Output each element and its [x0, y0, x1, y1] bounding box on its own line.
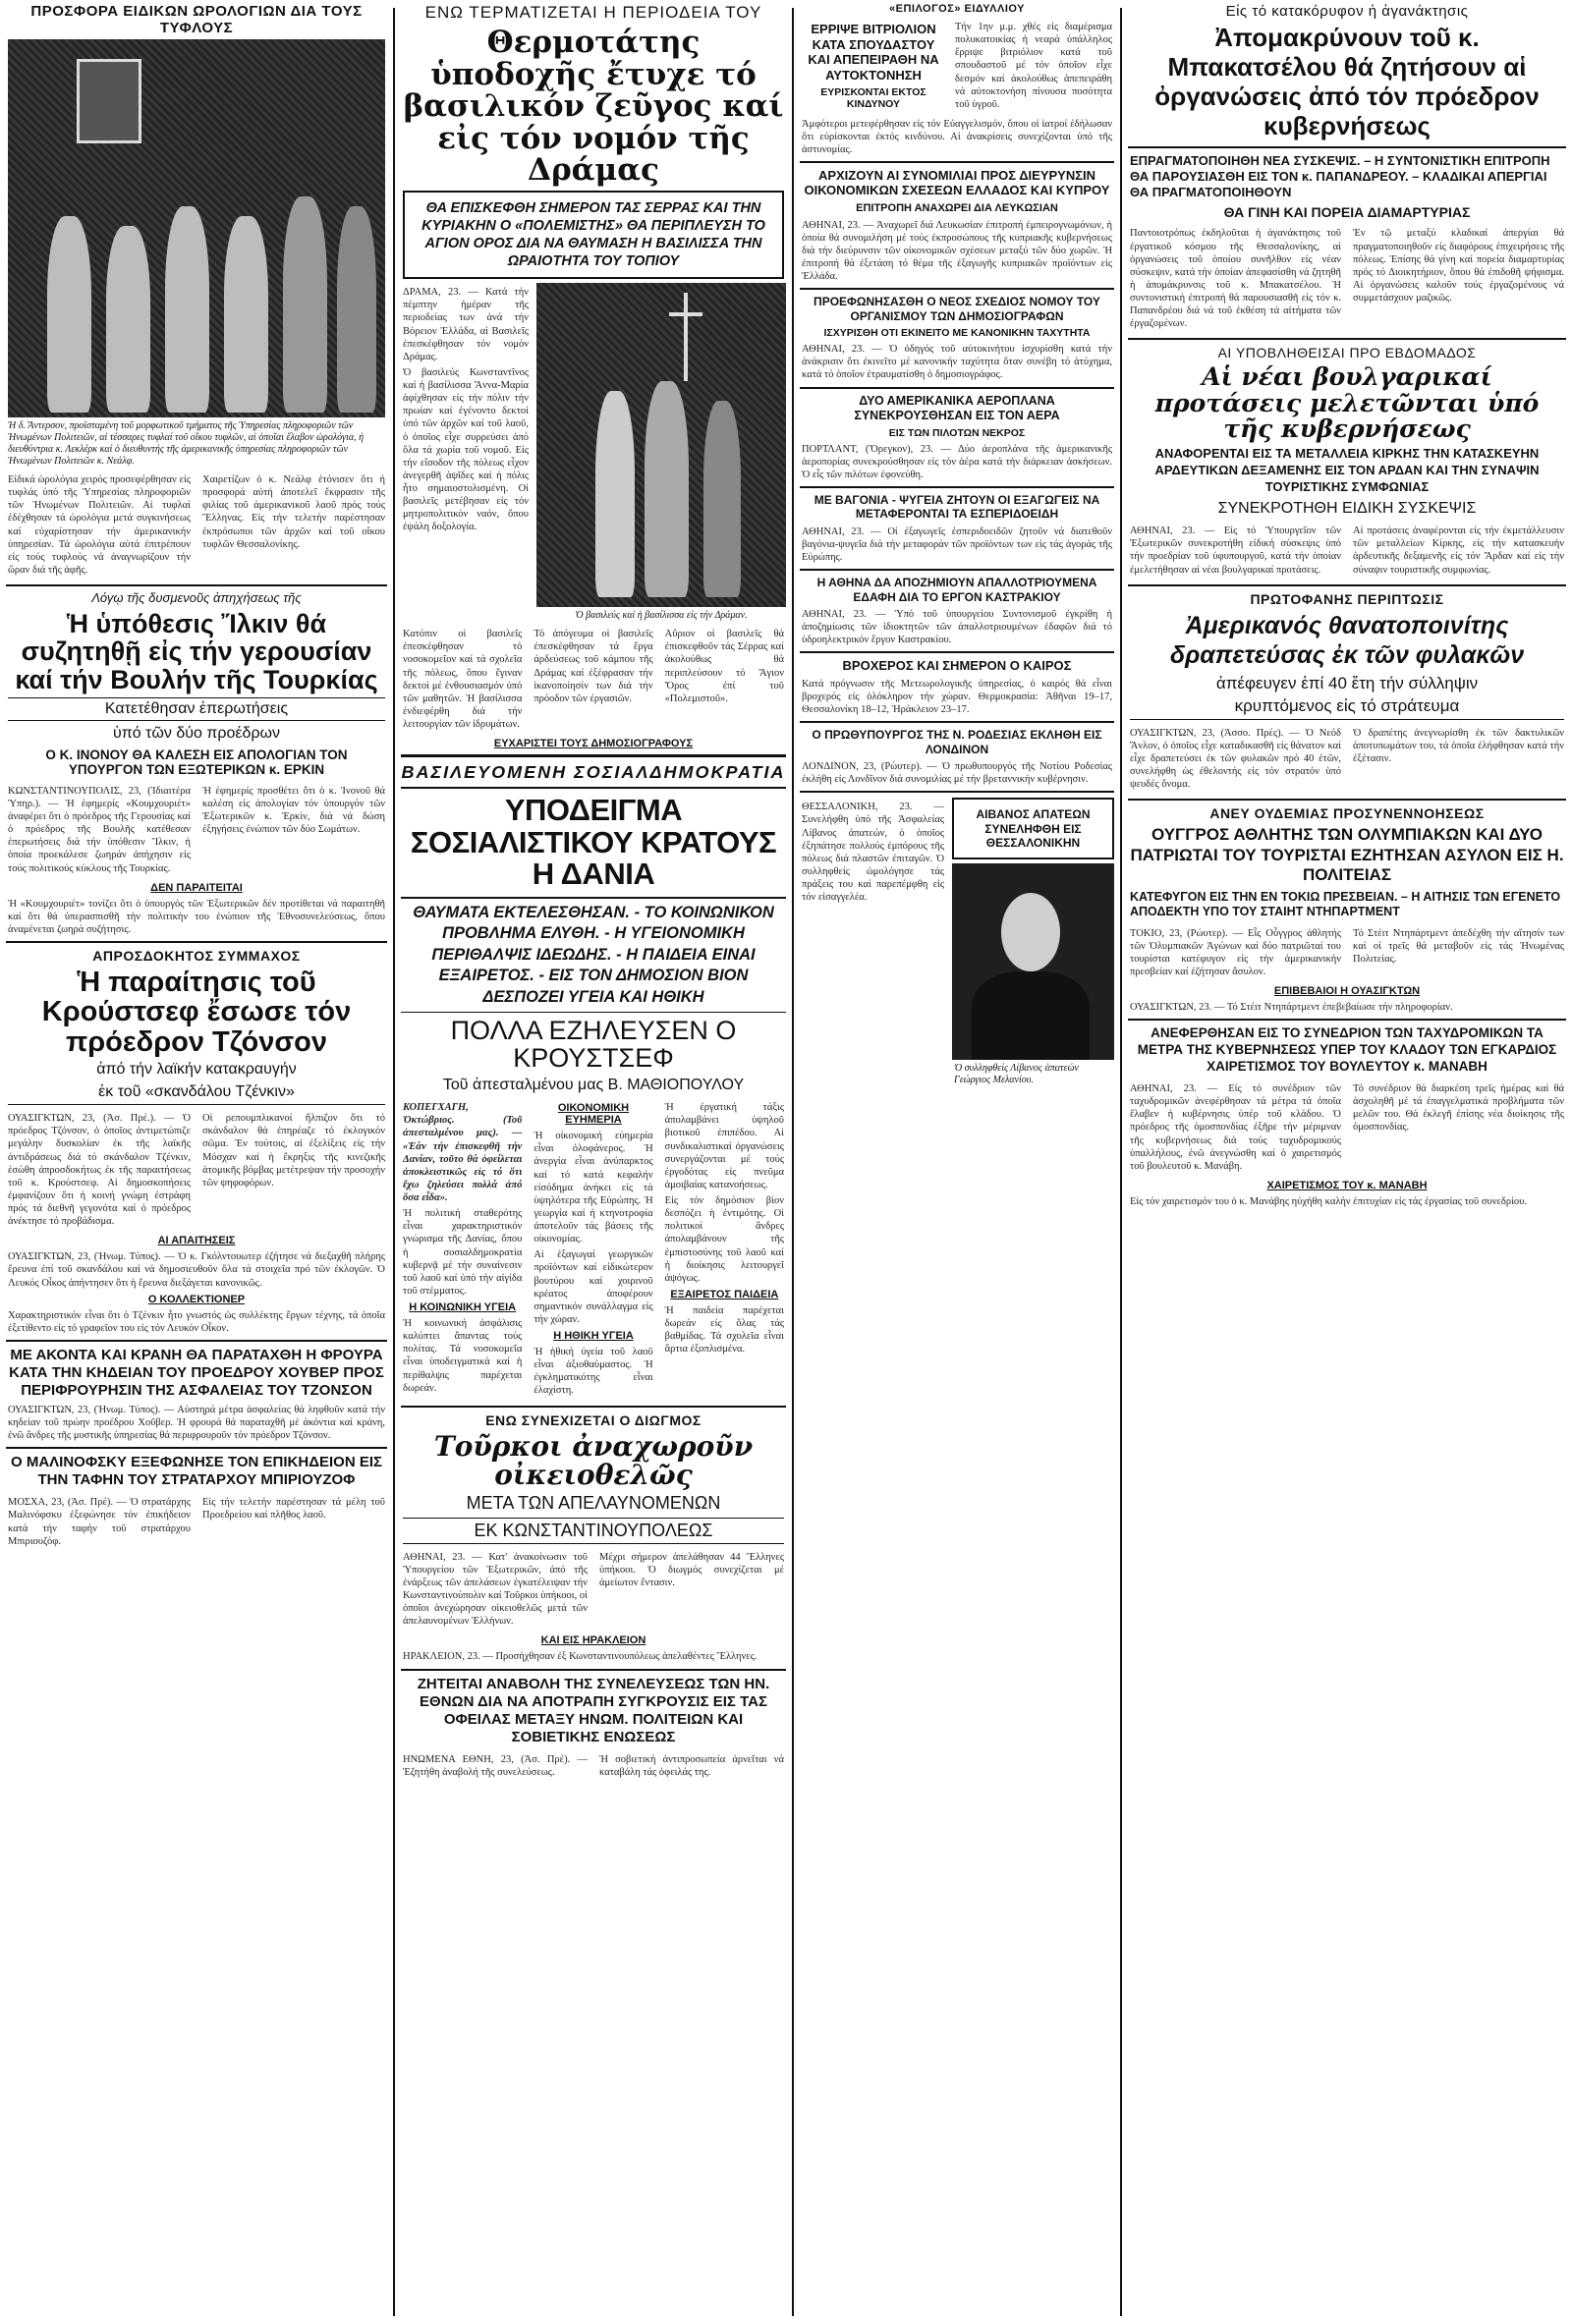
- section-label: ΕΠΙΒΕΒΑΙΟΙ Η ΟΥΑΣΙΓΚΤΩΝ: [1273, 985, 1421, 998]
- photo-caption: Ὁ βασιλεύς καί ἡ βασίλισσα εἰς τήν Δράμαν.: [575, 610, 748, 622]
- headline-turks-leave: Τοῦρκοι ἀναχωροῦν οἰκειοθελῶς: [433, 1429, 754, 1491]
- headline-malinovsky: Ο ΜΑΛΙΝΟΦΣΚΥ ΕΞΕΦΩΝΗΣΕ ΤΟΝ ΕΠΙΚΗΔΕΙΟΝ ΕΙΣ ΤΗΝ ΤΑΦΗΝ ΤΟΥ ΣΤΡΑΤΑΡΧΟΥ ΜΠΙΡΙΟΥΖΟΦ: [10, 1454, 383, 1489]
- photo-caption: Ἡ δ. Ἄντερσον, προϊσταμένη τοῦ μορφωτικοῦ τμήματος τῆς Ὑπηρεσίας πληροφοριῶν τῶν Ἡνωμένων Πολιτειῶν, αἱ τέσσαρες τυφλαί τοῦ οἴκου τυφλῶν, αἱ ὁποῖαι ἔλαβον ὡρολόγια, ἡ διευθύντρια κ. Λεκλέρκ καί ὁ διευθυντής τῆς ἀμερικανικῆς ὑπηρεσίας πληροφοριῶν τῶν Ἡνωμένων Πολιτειῶν κ. Νεάλφ.: [8, 420, 365, 467]
- headline-kastraki: Η ΑΘΗΝΑ ΔΑ ΑΠΟΖΗΜΙΟΥΝ ΑΠΑΛΛΟΤΡΙΟΥΜΕΝΑ ΕΔΑΦΗ ΔΙΑ ΤΟ ΕΡΓΟΝ ΚΑΣΤΡΑΚΙΟΥ: [816, 576, 1097, 604]
- column-3: «ΕΠΙΛΟΓΟΣ» ΕΙΔΥΛΛΙΟΥ ΕΡΡΙΨΕ ΒΙΤΡΙΟΛΙΟΝ ΚΑΤΑ ΣΠΟΥΔΑΣΤΟΥ ΚΑΙ ΑΠΕΠΕΙΡΑΘΗ ΝΑ ΑΥΤΟΚΤΟΝΗΣΗ ΕΥΡΙΣΚΟΝΤΑΙ ΕΚΤΟΣ ΚΙΝΔΥΝΟΥ Τήν 1ην μ.μ. χθές εἰς διαμέρισμα πολυκατοικίας ἡ νεαρά ὑπάλληλος ἔρριψε βιτριόλιον κατά τοῦ σπουδαστοῦ μέ τόν ὁποῖον εἶχε δεσμόν καί ἀκολούθως ἀπεπειράθη νά αὐτοκτονήση πίνουσα ποσότητα τοῦ ὑγροῦ. Ἀμφότεροι μετεφέρθησαν εἰς τόν Εὐαγγελισμόν, ὅπου οἱ ἰατροί ἐδήλωσαν ὅτι εὑρίσκονται ἐκτός κινδύνου. Αἱ ἀνακρίσεις συνεχίζονται ὑπό τῆς ἀστυνομίας. ΑΡΧΙΖΟΥΝ ΑΙ ΣΥΝΟΜΙΛΙΑΙ ΠΡΟΣ ΔΙΕΥΡΥΝΣΙΝ ΟΙΚΟΝΟΜΙΚΩΝ ΣΧΕΣΕΩΝ ΕΛΛΑΔΟΣ ΚΑΙ ΚΥΠΡΟΥ ΕΠΙΤΡΟΠΗ ΑΝΑΧΩΡΕΙ ΔΙΑ ΛΕΥΚΩΣΙΑΝ ΑΘΗΝΑΙ, 23. — Ἀναχωρεῖ διά Λευκωσίαν ἐπιτροπή ἐμπειρογνωμόνων, ἡ ὁποία θά συνομιλήση μέ τούς ἐκπροσώπους τῆς κυπριακῆς κυβερνήσεως διά τήν διεύρυνσιν τῶν οἰκονομικῶν σχέσεων μεταξύ τῶν δύο χωρῶν. Ἡ ἐπιτροπή θά ἐξετάση τό θέμα τῆς ἐξαγωγῆς κυπριακῶν προϊόντων εἰς Ἑλλάδα. ΠΡΟΕΦΩΝΗΣΑΣΘΗ Ο ΝΕΟΣ ΣΧΕΔΙΟΣ ΝΟΜΟΥ ΤΟΥ ΟΡΓΑΝΙΣΜΟΥ ΤΩΝ ΔΗΜΟΣΙΟΓΡΑΦΩΝ ΙΣΧΥΡΙΣΘΗ ΟΤΙ ΕΚΙΝΕΙΤΟ ΜΕ ΚΑΝΟΝΙΚΗΝ ΤΑΧΥΤΗΤΑ ΑΘΗΝΑΙ, 23. — Ὁ ὁδηγός τοῦ αὐτοκινήτου ἰσχυρίσθη κατά τήν ἀνάκρισιν ὅτι ἐκινεῖτο μέ κανονικήν ταχύτητα ὅταν συνέβη τό ἀτύχημα, κατά τό ὁποῖον ἐτραυματίσθη ὁ δημοσιογράφος. ΔΥΟ ΑΜΕΡΙΚΑΝΙΚΑ ΑΕΡΟΠΛΑΝΑ ΣΥΝΕΚΡΟΥΣΘΗΣΑΝ ΕΙΣ ΤΟΝ ΑΕΡΑ ΕΙΣ ΤΩΝ ΠΙΛΟΤΩΝ ΝΕΚΡΟΣ ΠΟΡΤΛΑΝΤ, (Ὄρεγκον), 23. — Δύο ἀεροπλάνα τῆς ἀμερικανικῆς ἀεροπορίας συνεκρούσθησαν εἰς τόν ἀέρα κατά τήν διάρκειαν ἀσκήσεων. Ὁ εἷς τῶν πιλότων ἐφονεύθη. ΜΕ ΒΑΓΟΝΙΑ - ΨΥΓΕΙΑ ΖΗΤΟΥΝ ΟΙ ΕΞΑΓΩΓΕΙΣ ΝΑ ΜΕΤΑΦΕΡΟΝΤΑΙ ΤΑ ΕΣΠΕΡΙΔΟΕΙΔΗ ΑΘΗΝΑΙ, 23. — Οἱ ἐξαγωγεῖς ἐσπεριδοειδῶν ζητοῦν νά διατεθοῦν βαγόνια-ψυγεῖα διά τήν μεταφοράν τῶν προϊόντων των εἰς τάς ἀγοράς τῆς Εὐρώπης. Η ΑΘΗΝΑ ΔΑ ΑΠΟΖΗΜΙΟΥΝ ΑΠΑΛΛΟΤΡΙΟΥΜΕΝΑ ΕΔΑΦΗ ΔΙΑ ΤΟ ΕΡΓΟΝ ΚΑΣΤΡΑΚΙΟΥ ΑΘΗΝΑΙ, 23. — Ὑπό τοῦ ὑπουργείου Συντονισμοῦ ἐγκρίθη ἡ ἀποζημίωσις τῶν ἰδιοκτητῶν τῶν ἀπαλλοτριουμένων ἐδαφῶν διά τό ὑδροηλεκτρικόν ἔργον Καστρακίου. ΒΡΟΧΕΡΟΣ ΚΑΙ ΣΗΜΕΡΟΝ Ο ΚΑΙΡΟΣ Κατά πρόγνωσιν τῆς Μετεωρολογικῆς ὑπηρεσίας, ὁ καιρός θά εἶναι βροχερός εἰς ὁλόκληρον τήν χώραν. Θερμοκρασία: Ἀθῆναι 19–17, Θεσσαλονίκη 18–12, Ἡράκλειον 23–17. Ο ΠΡΩΘΥΠΟΥΡΓΟΣ ΤΗΣ Ν. ΡΟΔΕΣΙΑΣ ΕΚΛΗΘΗ ΕΙΣ ΛΟΝΔΙΝΟΝ ΛΟΝΔΙΝΟΝ, 23, (Ρώυτερ). — Ὁ πρωθυπουργός τῆς Νοτίου Ροδεσίας ἐκλήθη εἰς Λονδῖνον διά συνομιλίας μέ τήν βρεταννικήν κυβέρνησιν. ΘΕΣΣΑΛΟΝΙΚΗ, 23. — Συνελήφθη ὑπό τῆς Ἀσφαλείας Λίβανος ἀπατεών, ὁ ὁποῖος ἐξηπάτησε πολλούς ἐμπόρους τῆς πόλεως διά πλαστῶν ἐπιταγῶν. Ὁ συλληφθείς ὡμολόγησε τάς πράξεις του καί παρεπέμφθη εἰς τόν εἰσαγγελέα. ΑΙΒΑΝΟΣ ΑΠΑΤΕΩΝ ΣΥΝΕΛΗΦΘΗ ΕΙΣ ΘΕΣΣΑΛΟΝΙΚΗΝ Ὁ συλληφθείς Λίβανος ἀπατεών Γεώργιος Μελανίου.: [802, 3, 1112, 1086]
- photo-suspect: [952, 863, 1114, 1060]
- section-label: ΑΙ ΑΠΑΙΤΗΣΕΙΣ: [157, 1235, 236, 1247]
- photo-caption: Ὁ συλληφθείς Λίβανος ἀπατεών Γεώργιος Μελανίου.: [954, 1063, 1079, 1086]
- section-label: Η ΚΟΙΝΩΝΙΚΗ ΥΓΕΙΑ: [409, 1301, 517, 1314]
- headline-lebanese-fraud: ΑΙΒΑΝΟΣ ΑΠΑΤΕΩΝ ΣΥΝΕΛΗΦΘΗ ΕΙΣ ΘΕΣΣΑΛΟΝΙΚΗΝ: [976, 807, 1091, 851]
- subheadline: ΘΑ ΓΙΝΗ ΚΑΙ ΠΟΡΕΙΑ ΔΙΑΜΑΡΤΥΡΙΑΣ: [1223, 204, 1471, 221]
- subheadline: ΣΥΝΕΚΡΟΤΗΘΗ ΕΙΔΙΚΗ ΣΥΣΚΕΨΙΣ: [1217, 499, 1477, 517]
- subheadline: ΕΠΡΑΓΜΑΤΟΠΟΙΗΘΗ ΝΕΑ ΣΥΣΚΕΨΙΣ. – Η ΣΥΝΤΟΝΙΣΤΙΚΗ ΕΠΙΤΡΟΠΗ ΘΑ ΠΑΡΟΥΣΙΑΣΘΗ ΕΙΣ ΤΟΝ κ. ΠΑΠΑΝΔΡΕΟΥ. – ΚΛΑΔΙΚΑΙ ΑΠΕΡΓΙΑΙ ΘΑ ΠΡΑΓΜΑΤΟΠΟΙΗΘΟΥΝ: [1130, 152, 1550, 200]
- article-kicker: «ΕΠΙΛΟΓΟΣ» ΕΙΔΥΛΛΙΟΥ: [889, 3, 1025, 15]
- subheadline: ἀπό τήν λαϊκήν κατακραυγήν: [96, 1061, 297, 1079]
- section-label: ΚΑΙ ΕΙΣ ΗΡΑΚΛΕΙΟΝ: [540, 1634, 646, 1647]
- subheadline: ΑΝΑΦΟΡΕΝΤΑΙ ΕΙΣ ΤΑ ΜΕΤΑΛΛΕΙΑ ΚΙΡΚΗΣ ΤΗΝ ΚΑΤΑΣΚΕΥΗΝ ΑΡΔΕΥΤΙΚΩΝ ΔΕΞΑΜΕΝΗΣ ΕΙΣ ΤΟΝ ΑΡΔΑΝ ΚΑΙ ΤΗΝ ΣΥΝΑΨΙΝ ΤΟΥΡΙΣΤΙΚΗΣ ΣΥΜΦΩΝΙΑΣ: [1154, 446, 1540, 494]
- headline-planes-collide: ΔΥΟ ΑΜΕΡΙΚΑΝΙΚΑ ΑΕΡΟΠΛΑΝΑ ΣΥΝΕΚΡΟΥΣΘΗΣΑΝ ΕΙΣ ΤΟΝ ΑΕΡΑ: [854, 393, 1060, 422]
- headline-hungarian-athlete: ΟΥΓΓΡΟΣ ΑΘΛΗΤΗΣ ΤΩΝ ΟΛΥΜΠΙΑΚΩΝ ΚΑΙ ΔΥΟ ΠΑΤΡΙΩΤΑΙ ΤΟΥ ΤΟΥΡΙΣΤΑΙ ΕΖΗΤΗΣΑΝ ΑΣΥΛΟΝ ΕΙΣ Η. ΠΟΛΙΤΕΙΑΣ: [1130, 825, 1564, 885]
- headline-death-row: Ἀμερικανός θανατοποινίτης δραπετεύσας ἐκ τῶν φυλακῶν: [1169, 611, 1525, 669]
- headline-vitriol: ΕΡΡΙΨΕ ΒΙΤΡΙΟΛΙΟΝ ΚΑΤΑ ΣΠΟΥΔΑΣΤΟΥ ΚΑΙ ΑΠΕΠΕΙΡΑΘΗ ΝΑ ΑΥΤΟΚΤΟΝΗΣΗ: [808, 22, 939, 83]
- headline-hoover-funeral: ΜΕ ΑΚΟΝΤΑ ΚΑΙ ΚΡΑΝΗ ΘΑ ΠΑΡΑΤΑΧΘΗ Η ΦΡΟΥΡΑ ΚΑΤΑ ΤΗΝ ΚΗΔΕΙΑΝ ΤΟΥ ΠΡΟΕΔΡΟΥ ΧΟΥΒΕΡ ΠΡΟΣ ΠΕΡΙΦΡΟΥΡΗΣΙΝ ΤΗΣ ΑΣΦΑΛΕΙΑΣ ΤΟΥ ΤΖΟΝΣΟΝ: [9, 1346, 384, 1399]
- column-2: ΕΝΩ ΤΕΡΜΑΤΙΖΕΤΑΙ Η ΠΕΡΙΟΔΕΙΑ ΤΟΥ Θερμοτάτης ὑποδοχῆς ἔτυχε τό βασιλικόν ζεῦγος καί εἰς τόν νομόν τῆς Δράμας ΘΑ ΕΠΙΣΚΕΦΘΗ ΣΗΜΕΡΟΝ ΤΑΣ ΣΕΡΡΑΣ ΚΑΙ ΤΗΝ ΚΥΡΙΑΚΗΝ Ο «ΠΟΛΕΜΙΣΤΗΣ» ΘΑ ΠΕΡΙΠΛΕΥΣΗ ΤΟ ΑΓΙΟΝ ΟΡΟΣ ΔΙΑ ΝΑ ΘΑΥΜΑΣΗ Η ΒΑΣΙΛΙΣΣΑ ΤΗΝ ΩΡΑΙΟΤΗΤΑ ΤΟΥ ΤΟΠΙΟΥ ΔΡΑΜΑ, 23. — Κατά τήν πέμπτην ἡμέραν τῆς περιοδείας των ἀνά τήν Βόρειον Ἑλλάδα, αἱ Βασιλεῖς ἐπεσκέφθησαν τόν νομόν Δράμας. Ὁ βασιλεύς Κωνσταντῖνος καί ἡ βασίλισσα Ἄννα-Μαρία ἀφίχθησαν εἰς τήν πόλιν τήν πρωίαν καί ἐγένοντο δεκτοί ὑπό τῶν ἀρχῶν καί τοῦ λαοῦ, ὁ ὁποῖος εἶχε συρρεύσει ἀπό ὅλα τά χωρία τοῦ νομοῦ. Εἰς τήν εἴσοδον τῆς πόλεως εἶχον ἀνεγερθῆ ἁψῖδες καί ἡ πόλις ἦτο σημαιοστολισμένη. Οἱ βασιλεῖς μετέβησαν εἰς τόν μητροπολιτικόν ναόν, ὅπου ἐψάλη δοξολογία. Ὁ βασιλεύς καί ἡ βασίλισσα εἰς τήν Δράμαν. Κατόπιν οἱ βασιλεῖς ἐπεσκέφθησαν τό νοσοκομεῖον καί τά σχολεῖα τῆς πόλεως, ὅπου ἔγιναν δεκτοί μέ ἐνθουσιασμόν ὑπό τῶν μαθητῶν. Ἡ βασίλισσα ἐνδιεφέρθη διά τήν λειτουργίαν τῶν ἱδρυμάτων. Τό ἀπόγευμα οἱ βασιλεῖς ἐπεσκέφθησαν τά ἔργα ἀρδεύσεως τοῦ κάμπου τῆς Δράμας καί ἐξέφρασαν τήν ἱκανοποίησίν των διά τήν πρόοδον τῶν ἐργασιῶν. Αὔριον οἱ βασιλεῖς θά ἐπισκεφθοῦν τάς Σέρρας καί ἀκολούθως θά περιπλεύσουν τό Ἅγιον Ὄρος ἐπί τοῦ «Πολεμιστοῦ». ΕΥΧΑΡΙΣΤΕΙ ΤΟΥΣ ΔΗΜΟΣΙΟΓΡΑΦΟΥΣ ΒΑΣΙΛΕΥΟΜΕΝΗ ΣΟΣΙΑΛΔΗΜΟΚΡΑΤΙΑ ΥΠΟΔΕΙΓΜΑ ΣΟΣΙΑΛΙΣΤΙΚΟΥ ΚΡΑΤΟΥΣ Η ΔΑΝΙΑ ΘΑΥΜΑΤΑ ΕΚΤΕΛΕΣΘΗΣΑΝ. - ΤΟ ΚΟΙΝΩΝΙΚΟΝ ΠΡΟΒΛΗΜΑ ΕΛΥΘΗ. - Η ΥΓΕΙΟΝΟΜΙΚΗ ΠΕΡΙΘΑΛΨΙΣ ΙΔΕΩΔΗΣ. - Η ΠΑΙΔΕΙΑ ΕΙΝΑΙ ΕΞΑΙΡΕΤΟΣ. - ΕΙΣ ΤΟΝ ΔΗΜΟΣΙΟΝ ΒΙΟΝ ΔΕΣΠΟΖΕΙ ΥΓΕΙΑ ΚΑΙ ΗΘΙΚΗ ΠΟΛΛΑ ΕΖΗΛΕΥΣΕΝ Ο ΚΡΟΥΣΤΣΕΦ Τοῦ ἀπεσταλμένου μας Β. ΜΑΘΙΟΠΟΥΛΟΥ ΚΟΠΕΓΧΑΓΗ, Ὀκτώβριος. (Τοῦ ἀπεσταλμένου μας). — «Ἐάν τήν ἐπισκεφθῆ τήν Δανίαν, τοῦτο θά ὀφείλεται ἀποκλειστικῶς εἰς τό ὅτι ἔχω ζηλεύσει πολλά ἀπό ὅσα εἶδα». Ἡ πολιτική σταθερότης εἶναι χαρακτηριστικόν γνώρισμα τῆς Δανίας, ὅπου ἡ σοσιαλδημοκρατία κυβερνᾷ μέ τήν συναίνεσιν τοῦ λαοῦ καί ὑπό τήν αἰγίδα τοῦ στέμματος. Η ΚΟΙΝΩΝΙΚΗ ΥΓΕΙΑ Ἡ κοινωνική ἀσφάλισις καλύπτει ἅπαντας τούς πολίτας. Τά νοσοκομεῖα εἶναι ὑποδειγματικά καί ἡ περίθαλψις παρέχεται δωρεάν. ΟΙΚΟΝΟΜΙΚΗ ΕΥΗΜΕΡΙΑ Ἡ οἰκονομική εὐημερία εἶναι ὁλοφάνερος. Ἡ ἀνεργία εἶναι ἀνύπαρκτος καί τό κατά κεφαλήν εἰσόδημα ἀνήκει εἰς τά ὑψηλότερα τῆς Εὐρώπης. Ἡ γεωργία καί ἡ κτηνοτροφία ἀποτελοῦν τάς βάσεις τῆς οἰκονομίας. Αἱ ἐξαγωγαί γεωργικῶν προϊόντων καί εἰδικώτερον βουτύρου καί χοιρινοῦ κρέατος ἀποφέρουν σημαντικόν συνάλλαγμα εἰς τήν χώραν. Η ΗΘΙΚΗ ΥΓΕΙΑ Ἡ ἠθική ὑγεία τοῦ λαοῦ εἶναι ἀξιοθαύμαστος. Ἡ ἐγκληματικότης εἶναι ἐλαχίστη. Ἡ ἐργατική τάξις ἀπολαμβάνει ὑψηλοῦ βιοτικοῦ ἐπιπέδου. Αἱ συνδικαλιστικαί ὀργανώσεις συνεργάζονται μέ τούς ἐργοδότας εἰς πνεῦμα ἀμοιβαίας κατανοήσεως. Εἰς τόν δημόσιον βίον δεσπόζει ἡ ἐντιμότης. Οἱ πολιτικοί ἄνδρες ἀπολαμβάνουν τῆς ἐμπιστοσύνης τοῦ λαοῦ καί ἡ διοίκησις λειτουργεῖ ἀψόγως. ΕΞΑΙΡΕΤΟΣ ΠΑΙΔΕΙΑ Ἡ παιδεία παρέχεται δωρεάν εἰς ὅλας τάς βαθμίδας. Τά σχολεῖα εἶναι ἄρτια ἐξοπλισμένα. ΕΝΩ ΣΥΝΕΧΙΖΕΤΑΙ Ο ΔΙΩΓΜΟΣ Τοῦρκοι ἀναχωροῦν οἰκειοθελῶς ΜΕΤΑ ΤΩΝ ΑΠΕΛΑΥΝΟΜΕΝΩΝ ΕΚ ΚΩΝΣΤΑΝΤΙΝΟΥΠΟΛΕΩΣ ΑΘΗΝΑΙ, 23. — Κατ' ἀνακοίνωσιν τοῦ Ὑπουργείου τῶν Ἐξωτερικῶν, ἀπό τῆς ἐνάρξεως τῶν ἀπελάσεων ἐγκατέλειψαν τήν Κωνσταντινούπολιν καί Τοῦρκοι ὑπήκοοι, οἱ ὁποῖοι ἀνεχώρησαν οἰκειοθελῶς μετά τῶν ἀπελαυνομένων Ἑλλήνων. Μέχρι σήμερον ἀπελάθησαν 44 Ἕλληνες ὑπήκοοι. Ὁ διωγμός συνεχίζεται μέ ἀμείωτον ἔντασιν. ΚΑΙ ΕΙΣ ΗΡΑΚΛΕΙΟΝ ΗΡΑΚΛΕΙΟΝ, 23. — Προσήχθησαν ἐξ Κωνσταντινουπόλεως ἀπελαθέντες Ἕλληνες. ΖΗΤΕΙΤΑΙ ΑΝΑΒΟΛΗ ΤΗΣ ΣΥΝΕΛΕΥΣΕΩΣ ΤΩΝ ΗΝ. ΕΘΝΩΝ ΔΙΑ ΝΑ ΑΠΟΤΡΑΠΗ ΣΥΓΚΡΟΥΣΙΣ ΕΙΣ ΤΑΣ ΟΦΕΙΛΑΣ ΜΕΤΑΞΥ ΗΝΩΜ. ΠΟΛΙΤΕΙΩΝ ΚΑΙ ΣΟΒΙΕΤΙΚΗΣ ΕΝΩΣΕΩΣ ΗΝΩΜΕΝΑ ΕΘΝΗ, 23, (Ἀσ. Πρέ). — Ἐζητήθη ἀναβολή τῆς συνελεύσεως. Ἡ σοβιετική ἀντιπροσωπεία ἀρνεῖται νά καταβάλη τάς ὀφειλάς της.: [401, 3, 786, 1778]
- column-1: ΠΡΟΣΦΟΡΑ ΕΙΔΙΚΩΝ ΩΡΟΛΟΓΙΩΝ ΔΙΑ ΤΟΥΣ ΤΥΦΛΟΥΣ Ἡ δ. Ἄντερσον, προϊσταμένη τοῦ μορφωτικοῦ τμήματος τῆς Ὑπηρεσίας πληροφοριῶν τῶν Ἡνωμένων Πολιτειῶν, αἱ τέσσαρες τυφλαί τοῦ οἴκου τυφλῶν, αἱ ὁποῖαι ἔλαβον ὡρολόγια, ἡ διευθύντρια κ. Λεκλέρκ καί ὁ διευθυντής τῆς ἀμερικανικῆς ὑπηρεσίας πληροφοριῶν τῶν Ἡνωμένων Πολιτειῶν κ. Νεάλφ. Εἰδικά ὡρολόγια χειρός προσεφέρθησαν εἰς τυφλάς ὑπό τῆς Ὑπηρεσίας πληροφοριῶν τῶν Ἡνωμένων Πολιτειῶν. Αἱ τυφλαί ἐδέχθησαν τά ὡρολόγια μετά συγκινήσεως καί εὐχαρίστησαν τήν ἀμερικανικήν ὑπηρεσίαν. Τά ὡρολόγια αὐτά ἐπιτρέπουν εἰς τούς τυφλούς νά ἀναγνωρίζουν τήν ὥραν διά τῆς ἀφῆς. Χαιρετίζων ὁ κ. Νεάλφ ἐτόνισεν ὅτι ἡ προσφορά αὐτή ἀποτελεῖ ἔκφρασιν τῆς φιλίας τοῦ ἀμερικανικοῦ λαοῦ πρός τούς Ἕλληνας. Εἰς τήν τελετήν παρέστησαν ἐκπρόσωποι τῶν ἀρχῶν καί τοῦ οἴκου τυφλῶν Θεσσαλονίκης. Λόγῳ τῆς δυσμενοῦς ἀπηχήσεως τῆς Ἡ ὑπόθεσις Ἴλκιν θά συζητηθῇ εἰς τήν γερουσίαν καί τήν Βουλήν τῆς Τουρκίας Κατετέθησαν ἐπερωτήσεις ὑπό τῶν δύο προέδρων Ο Κ. ΙΝΟΝΟΥ ΘΑ ΚΑΛΕΣΗ ΕΙΣ ΑΠΟΛΟΓΙΑΝ ΤΟΝ ΥΠΟΥΡΓΟΝ ΤΩΝ ΕΞΩΤΕΡΙΚΩΝ κ. ΕΡΚΙΝ ΚΩΝΣΤΑΝΤΙΝΟΥΠΟΛΙΣ, 23, (Ἰδιαιτέρα Ὑπηρ.). — Ἡ ἐφημερίς «Κουμχουριέτ» ἀναφέρει ὅτι ὁ πρόεδρος τῆς Γερουσίας καί ὁ πρόεδρος τῆς Βουλῆς κατέθεσαν ἐπερωτήσεις διά τήν ὑπόθεσιν Ἴλκιν, ἡ ὁποία προεκάλεσε ζωηράν ἀπήχησιν εἰς τούς πολιτικούς κύκλους τῆς Τουρκίας. Ἡ ἐφημερίς προσθέτει ὅτι ὁ κ. Ἰνονοῦ θά καλέση εἰς ἀπολογίαν τόν ὑπουργόν τῶν Ἐξωτερικῶν κ. Ἐρκίν, διά νά δώση ἐξηγήσεις ἐνώπιον τῶν δύο Σωμάτων. ΔΕΝ ΠΑΡΑΙΤΕΙΤΑΙ Ἡ «Κουμχουριέτ» τονίζει ὅτι ὁ ὑπουργός τῶν Ἐξωτερικῶν δέν προτίθεται νά παραιτηθῆ καί ὅτι θά ὑπερασπισθῆ τήν πολιτικήν του ἐνώπιον τῆς Ἐθνοσυνελεύσεως, ὅπου ἀναμένεται ζωηρά συζήτησις. ΑΠΡΟΣΔΟΚΗΤΟΣ ΣΥΜΜΑΧΟΣ Ἡ παραίτησις τοῦ Κρούστσεφ ἔσωσε τόν πρόεδρον Τζόνσον ἀπό τήν λαϊκήν κατακραυγήν ἐκ τοῦ «σκανδάλου Τζένκιν» ΟΥΑΣΙΓΚΤΩΝ, 23, (Ἀσ. Πρέ.). — Ὁ πρόεδρος Τζόνσον, ὁ ὁποῖος ἀντιμετώπιζε μεγάλην δυσκολίαν ἐκ τῆς λαϊκῆς ἀντιδράσεως διά τό σκάνδαλον Τζένκιν, ἐσώθη ἀπροσδοκήτως ἐκ τῆς παραιτήσεως τοῦ κ. Κρούστσεφ. Αἱ δημοσκοπήσεις ἐμφανίζουν ὅτι ἡ κοινή γνώμη ἐστράφη πρός τά διεθνῆ γεγονότα καί ὁ πρόεδρος ἀνέκτησε τό προβάδισμα. Οἱ ρεπουμπλικανοί ἤλπιζον ὅτι τό σκάνδαλον θά ἐπηρέαζε τό ἐκλογικόν σῶμα. Ἐν τούτοις, αἱ ἐξελίξεις εἰς τήν Μόσχαν καί ἡ ἔκρηξις τῆς κινεζικῆς ἀτομικῆς βόμβας μετέτρεψαν τήν προσοχήν τῶν ψηφοφόρων. ΑΙ ΑΠΑΙΤΗΣΕΙΣ ΟΥΑΣΙΓΚΤΩΝ, 23, (Ἡνωμ. Τύπος). — Ὁ κ. Γκόλντουωτερ ἐζήτησε νά διεξαχθῆ πλήρης ἔρευνα ἐπί τοῦ σκανδάλου καί νά δημοσιευθοῦν ὅλα τά στοιχεῖα πρό τῶν ἐκλογῶν. Ὁ Λευκός Οἶκος ἀπήντησεν ὅτι ἡ ἔρευνα διεξάγεται κανονικῶς. Ο ΚΟΛΛΕΚΤΙΟΝΕΡ Χαρακτηριστικόν εἶναι ὅτι ὁ Τζένκιν ἦτο γνωστός ὡς συλλέκτης ἔργων τέχνης, τά ὁποῖα ἐξετίθεντο εἰς τό γραφεῖον του εἰς τόν Λευκόν Οἶκον. ΜΕ ΑΚΟΝΤΑ ΚΑΙ ΚΡΑΝΗ ΘΑ ΠΑΡΑΤΑΧΘΗ Η ΦΡΟΥΡΑ ΚΑΤΑ ΤΗΝ ΚΗΔΕΙΑΝ ΤΟΥ ΠΡΟΕΔΡΟΥ ΧΟΥΒΕΡ ΠΡΟΣ ΠΕΡΙΦΡΟΥΡΗΣΙΝ ΤΗΣ ΑΣΦΑΛΕΙΑΣ ΤΟΥ ΤΖΟΝΣΟΝ ΟΥΑΣΙΓΚΤΩΝ, 23, (Ἡνωμ. Τύπος). — Αὐστηρά μέτρα ἀσφαλείας θά ληφθοῦν κατά τήν κηδείαν τοῦ πρώην προέδρου Χοῦβερ. Ἡ φρουρά θά παραταχθῆ μέ ἀκόντια καί κράνη, ἐνῶ ἄνδρες τῆς μυστικῆς ὑπηρεσίας θά περιφρουροῦν τόν πρόεδρον Τζόνσον. Ο ΜΑΛΙΝΟΦΣΚΥ ΕΞΕΦΩΝΗΣΕ ΤΟΝ ΕΠΙΚΗΔΕΙΟΝ ΕΙΣ ΤΗΝ ΤΑΦΗΝ ΤΟΥ ΣΤΡΑΤΑΡΧΟΥ ΜΠΙΡΙΟΥΖΟΦ ΜΟΣΧΑ, 23, (Ἀσ. Πρέ). — Ὁ στρατάρχης Μαλινόφσκυ ἐξεφώνησε τόν ἐπικήδειον κατά τήν ταφήν τοῦ στρατάρχου Μπιριουζόφ. Εἰς τήν τελετήν παρέστησαν τά μέλη τοῦ Προεδρείου καί πλῆθος λαοῦ.: [8, 3, 385, 1547]
- section-label: ΔΕΝ ΠΑΡΑΙΤΕΙΤΑΙ: [150, 881, 243, 894]
- subheadline: Κατετέθησαν ἐπερωτήσεις: [8, 697, 385, 721]
- article-kicker: ΒΑΣΙΛΕΥΟΜΕΝΗ ΣΟΣΙΑΛΔΗΜΟΚΡΑΤΙΑ: [401, 762, 786, 783]
- headline-bulgarian: Αἱ νέαι βουλγαρικαί προτάσεις μελετῶνται ὑπό τῆς κυβερνήσεως: [1154, 362, 1540, 443]
- dateline: ΔΡΑΜΑ, 23. — Κατά τήν πέμπτην ἡμέραν τῆς περιοδείας των ἀνά τήν Βόρειον Ἑλλάδα, αἱ Βασιλεῖς ἐπεσκέφθησαν τόν νομόν Δράμας.: [403, 287, 529, 362]
- article-kicker: Λόγῳ τῆς δυσμενοῦς ἀπηχήσεως τῆς: [91, 590, 302, 605]
- headline-royal-couple: Θερμοτάτης ὑποδοχῆς ἔτυχε τό βασιλικόν ζεῦγος καί εἰς τόν νομόν τῆς Δράμας: [403, 25, 784, 189]
- headline-journalists: ΠΡΟΕΦΩΝΗΣΑΣΘΗ Ο ΝΕΟΣ ΣΧΕΔΙΟΣ ΝΟΜΟΥ ΤΟΥ ΟΡΓΑΝΙΣΜΟΥ ΤΩΝ ΔΗΜΟΣΙΟΓΡΑΦΩΝ: [814, 295, 1100, 323]
- headline-postal-congress: ΑΝΕΦΕΡΘΗΣΑΝ ΕΙΣ ΤΟ ΣΥΝΕΔΡΙΟΝ ΤΩΝ ΤΑΧΥΔΡΟΜΙΚΩΝ ΤΑ ΜΕΤΡΑ ΤΗΣ ΚΥΒΕΡΝΗΣΕΩΣ ΥΠΕΡ ΤΟΥ ΚΛΑΔΟΥ ΤΩΝ ΕΓΚΑΡΔΙΟΣ ΧΑΙΡΕΤΙΣΜΟΣ ΤΟΥ ΒΟΥΛΕΥΤΟΥ κ. ΜΑΝΑΒΗ: [1137, 1025, 1557, 1075]
- subheadline: ΙΣΧΥΡΙΣΘΗ ΟΤΙ ΕΚΙΝΕΙΤΟ ΜΕ ΚΑΝΟΝΙΚΗΝ ΤΑΧΥΤΗΤΑ: [823, 327, 1091, 340]
- section-label: Ο ΚΟΛΛΕΚΤΙΟΝΕΡ: [147, 1293, 246, 1305]
- headline-citrus: ΜΕ ΒΑΓΟΝΙΑ - ΨΥΓΕΙΑ ΖΗΤΟΥΝ ΟΙ ΕΞΑΓΩΓΕΙΣ ΝΑ ΜΕΤΑΦΕΡΟΝΤΑΙ ΤΑ ΕΣΠΕΡΙΔΟΕΙΔΗ: [814, 492, 1100, 522]
- headline-khrushchev-johnson: Ἡ παραίτησις τοῦ Κρούστσεφ ἔσωσε τόν πρόεδρον Τζόνσον: [41, 967, 352, 1058]
- section-label: Η ΗΘΙΚΗ ΥΓΕΙΑ: [553, 1330, 634, 1343]
- article-kicker: Εἰς τό κατακόρυφον ἡ ἀγανάκτησις: [1225, 3, 1469, 20]
- headline-rhodesia: Ο ΠΡΩΘΥΠΟΥΡΓΟΣ ΤΗΣ Ν. ΡΟΔΕΣΙΑΣ ΕΚΛΗΘΗ ΕΙΣ ΛΟΝΔΙΝΟΝ: [812, 728, 1102, 756]
- subheadline: ΕΙΣ ΤΩΝ ΠΙΛΟΤΩΝ ΝΕΚΡΟΣ: [888, 426, 1026, 439]
- article-kicker: ΑΝΕΥ ΟΥΔΕΜΙΑΣ ΠΡΟΣΥΝΕΝΝΟΗΣΕΩΣ: [1209, 805, 1485, 822]
- article-kicker: ΠΡΩΤΟΦΑΝΗΣ ΠΕΡΙΠΤΩΣΙΣ: [1250, 590, 1444, 607]
- byline: Τοῦ ἀπεσταλμένου μας Β. ΜΑΘΙΟΠΟΥΛΟΥ: [442, 1076, 745, 1093]
- subheadline: ΕΚ ΚΩΝΣΤΑΝΤΙΝΟΥΠΟΛΕΩΣ: [403, 1518, 784, 1544]
- subheadline: ἀπέφευγεν ἐπί 40 ἔτη τήν σύλληψιν: [1215, 673, 1479, 692]
- headline-denmark: ΥΠΟΔΕΙΓΜΑ ΣΟΣΙΑΛΙΣΤΙΚΟΥ ΚΡΑΤΟΥΣ Η ΔΑΝΙΑ: [401, 787, 786, 899]
- column-rule: [792, 8, 794, 2316]
- section-label: ΧΑΙΡΕΤΙΣΜΟΣ ΤΟΥ κ. ΜΑΝΑΒΗ: [1266, 1179, 1428, 1191]
- headline-khrushchev-envy: ΠΟΛΛΑ ΕΖΗΛΕΥΣΕΝ Ο ΚΡΟΥΣΤΣΕΦ: [401, 1012, 786, 1073]
- subheadline: ἐκ τοῦ «σκανδάλου Τζένκιν»: [8, 1083, 385, 1105]
- article-kicker: ΑΠΡΟΣΔΟΚΗΤΟΣ ΣΥΜΜΑΧΟΣ: [92, 948, 301, 965]
- article-kicker: ΕΝΩ ΤΕΡΜΑΤΙΖΕΤΑΙ Η ΠΕΡΙΟΔΕΙΑ ΤΟΥ: [424, 3, 762, 22]
- headline-un-assembly: ΖΗΤΕΙΤΑΙ ΑΝΑΒΟΛΗ ΤΗΣ ΣΥΝΕΛΕΥΣΕΩΣ ΤΩΝ ΗΝ. ΕΘΝΩΝ ΔΙΑ ΝΑ ΑΠΟΤΡΑΠΗ ΣΥΓΚΡΟΥΣΙΣ ΕΙΣ ΤΑΣ ΟΦΕΙΛΑΣ ΜΕΤΑΞΥ ΗΝΩΜ. ΠΟΛΙΤΕΙΩΝ ΚΑΙ ΣΟΒΙΕΤΙΚΗΣ ΕΝΩΣΕΩΣ: [417, 1675, 770, 1745]
- subheadline: ΕΥΡΙΣΚΟΝΤΑΙ ΕΚΤΟΣ ΚΙΝΔΥΝΟΥ: [820, 86, 926, 111]
- article-kicker: ΠΡΟΣΦΟΡΑ ΕΙΔΙΚΩΝ ΩΡΟΛΟΓΙΩΝ ΔΙΑ ΤΟΥΣ ΤΥΦΛΟΥΣ: [30, 3, 363, 36]
- section-label: ΟΙΚΟΝΟΜΙΚΗ ΕΥΗΜΕΡΙΑ: [557, 1102, 630, 1127]
- headline-cyprus-talks: ΑΡΧΙΖΟΥΝ ΑΙ ΣΥΝΟΜΙΛΙΑΙ ΠΡΟΣ ΔΙΕΥΡΥΝΣΙΝ ΟΙΚΟΝΟΜΙΚΩΝ ΣΧΕΣΕΩΝ ΕΛΛΑΔΟΣ ΚΑΙ ΚΥΠΡΟΥ: [804, 167, 1110, 198]
- deck-royal-couple: ΘΑ ΕΠΙΣΚΕΦΘΗ ΣΗΜΕΡΟΝ ΤΑΣ ΣΕΡΡΑΣ ΚΑΙ ΤΗΝ ΚΥΡΙΑΚΗΝ Ο «ΠΟΛΕΜΙΣΤΗΣ» ΘΑ ΠΕΡΙΠΛΕΥΣΗ ΤΟ ΑΓΙΟΝ ΟΡΟΣ ΔΙΑ ΝΑ ΘΑΥΜΑΣΗ Η ΒΑΣΙΛΙΣΣΑ ΤΗΝ ΩΡΑΙΟΤΗΤΑ ΤΟΥ ΤΟΠΙΟΥ: [421, 199, 765, 270]
- article-kicker: ΕΝΩ ΣΥΝΕΧΙΖΕΤΑΙ Ο ΔΙΩΓΜΟΣ: [485, 1411, 702, 1428]
- headline-ilkin: Ἡ ὑπόθεσις Ἴλκιν θά συζητηθῇ εἰς τήν γερουσίαν καί τήν Βουλήν τῆς Τουρκίας: [15, 608, 378, 694]
- column-rule: [1120, 8, 1122, 2316]
- section-label: ΕΞΑΙΡΕΤΟΣ ΠΑΙΔΕΙΑ: [670, 1288, 779, 1300]
- section-label: ΕΥΧΑΡΙΣΤΕΙ ΤΟΥΣ ΔΗΜΟΣΙΟΓΡΑΦΟΥΣ: [493, 738, 694, 750]
- column-4: Εἰς τό κατακόρυφον ἡ ἀγανάκτησις Ἀπομακρύνουν τοῦ κ. Μπακατσέλου θά ζητήσουν αἱ ὀργανώσεις ἀπό τόν πρόεδρον κυβερνήσεως ΕΠΡΑΓΜΑΤΟΠΟΙΗΘΗ ΝΕΑ ΣΥΣΚΕΨΙΣ. – Η ΣΥΝΤΟΝΙΣΤΙΚΗ ΕΠΙΤΡΟΠΗ ΘΑ ΠΑΡΟΥΣΙΑΣΘΗ ΕΙΣ ΤΟΝ κ. ΠΑΠΑΝΔΡΕΟΥ. – ΚΛΑΔΙΚΑΙ ΑΠΕΡΓΙΑΙ ΘΑ ΠΡΑΓΜΑΤΟΠΟΙΗΘΟΥΝ ΘΑ ΓΙΝΗ ΚΑΙ ΠΟΡΕΙΑ ΔΙΑΜΑΡΤΥΡΙΑΣ Παντοιοτρόπως ἐκδηλοῦται ἡ ἀγανάκτησις τοῦ ἐργατικοῦ κόσμου τῆς Θεσσαλονίκης, αἱ ὀργανώσεις τοῦ ὁποίου συνῆλθον εἰς νέαν σύσκεψιν, κατά τήν ὁποίαν ἀπεφασίσθη νά ζητηθῆ ἡ ἀπομάκρυνσις τοῦ κ. Μπακατσέλου. Ἡ συντονιστική ἐπιτροπή θά παρουσιασθῆ εἰς τόν κ. Παπανδρέου διά νά τοῦ ἐκθέση τά αἰτήματα τῶν ἐργαζομένων. Ἐν τῷ μεταξύ κλαδικαί ἀπεργίαι θά πραγματοποιηθοῦν εἰς διαφόρους ἐπιχειρήσεις τῆς πόλεως. Ἐπίσης θά γίνη καί πορεία διαμαρτυρίας πρός τό Διοικητήριον, ὅπου θά ἐπιδοθῆ ψήφισμα. Αἱ ὀργανώσεις καλοῦν τούς ἐργαζομένους νά συμμετάσχουν μαζικῶς. ΑΙ ΥΠΟΒΛΗΘΕΙΣΑΙ ΠΡΟ ΕΒΔΟΜΑΔΟΣ Αἱ νέαι βουλγαρικαί προτάσεις μελετῶνται ὑπό τῆς κυβερνήσεως ΑΝΑΦΟΡΕΝΤΑΙ ΕΙΣ ΤΑ ΜΕΤΑΛΛΕΙΑ ΚΙΡΚΗΣ ΤΗΝ ΚΑΤΑΣΚΕΥΗΝ ΑΡΔΕΥΤΙΚΩΝ ΔΕΞΑΜΕΝΗΣ ΕΙΣ ΤΟΝ ΑΡΔΑΝ ΚΑΙ ΤΗΝ ΣΥΝΑΨΙΝ ΤΟΥΡΙΣΤΙΚΗΣ ΣΥΜΦΩΝΙΑΣ ΣΥΝΕΚΡΟΤΗΘΗ ΕΙΔΙΚΗ ΣΥΣΚΕΨΙΣ ΑΘΗΝΑΙ, 23. — Εἰς τό Ὑπουργεῖον τῶν Ἐξωτερικῶν συνεκροτήθη εἰδική σύσκεψις ὑπό τήν προεδρίαν τοῦ ὑφυπουργοῦ, κατά τήν ὁποίαν ἐμελετήθησαν αἱ νέαι βουλγαρικαί προτάσεις. Αἱ προτάσεις ἀναφέρονται εἰς τήν ἐκμετάλλευσιν τῶν μεταλλείων Κίρκης, εἰς τήν κατασκευήν ἀρδευτικῆς δεξαμενῆς εἰς τόν Ἄρδαν καί εἰς τήν σύναψιν τουριστικῆς συμφωνίας. ΠΡΩΤΟΦΑΝΗΣ ΠΕΡΙΠΤΩΣΙΣ Ἀμερικανός θανατοποινίτης δραπετεύσας ἐκ τῶν φυλακῶν ἀπέφευγεν ἐπί 40 ἔτη τήν σύλληψιν κρυπτόμενος εἰς τό στράτευμα ΟΥΑΣΙΓΚΤΩΝ, 23, (Ἀσσο. Πρές). — Ὁ Νεόδ Ἅνλον, ὁ ὁποῖος εἶχε καταδικασθῆ εἰς θάνατον καί εἶχε δραπετεύσει ἐκ τῶν φυλακῶν πρό 40 ἐτῶν, συνελήφθη ὡς ἐθελοντής εἰς τόν στρατόν ὑπό ψευδές ὄνομα. Ὁ δραπέτης ἀνεγνωρίσθη ἐκ τῶν δακτυλικῶν ἀποτυπωμάτων του, τά ὁποῖα ἐλήφθησαν κατά τήν ἐξέτασιν. ΑΝΕΥ ΟΥΔΕΜΙΑΣ ΠΡΟΣΥΝΕΝΝΟΗΣΕΩΣ ΟΥΓΓΡΟΣ ΑΘΛΗΤΗΣ ΤΩΝ ΟΛΥΜΠΙΑΚΩΝ ΚΑΙ ΔΥΟ ΠΑΤΡΙΩΤΑΙ ΤΟΥ ΤΟΥΡΙΣΤΑΙ ΕΖΗΤΗΣΑΝ ΑΣΥΛΟΝ ΕΙΣ Η. ΠΟΛΙΤΕΙΑΣ ΚΑΤΕΦΥΓΟΝ ΕΙΣ ΤΗΝ ΕΝ ΤΟΚΙΩ ΠΡΕΣΒΕΙΑΝ. – Η ΑΙΤΗΣΙΣ ΤΩΝ ΕΓΕΝΕΤΟ ΑΠΟΔΕΚΤΗ ΥΠΟ ΤΟΥ ΣΤΑΙΗΤ ΝΤΗΠΑΡΤΜΕΝΤ ΤΟΚΙΟ, 23, (Ρώυτερ). — Εἷς Οὗγγρος ἀθλητής τῶν Ὀλυμπιακῶν Ἀγώνων καί δύο πατριῶταί του τουρίσται κατέφυγον εἰς τήν ἀμερικανικήν πρεσβείαν καί ἐζήτησαν ἄσυλον. Τό Στέιτ Ντηπάρτμεντ ἀπεδέχθη τήν αἴτησίν των καί οἱ τρεῖς θά μεταβοῦν εἰς τάς Ἡνωμένας Πολιτείας. ΕΠΙΒΕΒΑΙΟΙ Η ΟΥΑΣΙΓΚΤΩΝ ΟΥΑΣΙΓΚΤΩΝ, 23. — Τό Στέιτ Ντηπάρτμεντ ἐπεβεβαίωσε τήν πληροφορίαν. ΑΝΕΦΕΡΘΗΣΑΝ ΕΙΣ ΤΟ ΣΥΝΕΔΡΙΟΝ ΤΩΝ ΤΑΧΥΔΡΟΜΙΚΩΝ ΤΑ ΜΕΤΡΑ ΤΗΣ ΚΥΒΕΡΝΗΣΕΩΣ ΥΠΕΡ ΤΟΥ ΚΛΑΔΟΥ ΤΩΝ ΕΓΚΑΡΔΙΟΣ ΧΑΙΡΕΤΙΣΜΟΣ ΤΟΥ ΒΟΥΛΕΥΤΟΥ κ. ΜΑΝΑΒΗ ΑΘΗΝΑΙ, 23. — Εἰς τό συνέδριον τῶν ταχυδρομικῶν ἀνεφέρθησαν τά μέτρα τά ὁποῖα ἔλαβεν ἡ κυβέρνησις ὑπέρ τοῦ κλάδου. Ὁ πρόεδρος τῆς ὁμοσπονδίας ἐξῆρε τήν μέριμναν τῆς κυβερνήσεως διά τούς ταχυδρομικούς ὑπαλλήλους, ἐνῶ ἀνεγνώσθη καί ὁ χαιρετισμός τοῦ βουλευτοῦ κ. Μανάβη. Τό συνέδριον θά διαρκέση τρεῖς ἡμέρας καί θά ἀσχοληθῆ μέ τά ἐπαγγελματικά προβλήματα τῶν μελῶν του. Θά ἐκλεγῆ ἐπίσης νέα διοίκησις τῆς ὁμοσπονδίας. ΧΑΙΡΕΤΙΣΜΟΣ ΤΟΥ κ. ΜΑΝΑΒΗ Εἰς τόν χαιρετισμόν του ὁ κ. Μανάβης ηὐχήθη καλήν ἐπιτυχίαν εἰς τάς ἐργασίας τοῦ συνεδρίου.: [1130, 3, 1564, 1207]
- subheadline: ὑπό τῶν δύο προέδρων: [112, 725, 281, 743]
- deck-denmark: ΘΑΥΜΑΤΑ ΕΚΤΕΛΕΣΘΗΣΑΝ. - ΤΟ ΚΟΙΝΩΝΙΚΟΝ ΠΡΟΒΛΗΜΑ ΕΛΥΘΗ. - Η ΥΓΕΙΟΝΟΜΙΚΗ ΠΕΡΙΘΑΛΨΙΣ ΙΔΕΩΔΗΣ. - Η ΠΑΙΔΕΙΑ ΕΙΝΑΙ ΕΞΑΙΡΕΤΟΣ. - ΕΙΣ ΤΟΝ ΔΗΜΟΣΙΟΝ ΒΙΟΝ ΔΕΣΠΟΖΕΙ ΥΓΕΙΑ ΚΑΙ ΗΘΙΚΗ: [413, 903, 774, 1006]
- subheadline: ΕΠΙΤΡΟΠΗ ΑΝΑΧΩΡΕΙ ΔΙΑ ΛΕΥΚΩΣΙΑΝ: [856, 202, 1058, 215]
- photo-royal-couple-drama: [536, 283, 786, 607]
- headline-bakatselos: Ἀπομακρύνουν τοῦ κ. Μπακατσέλου θά ζητήσουν αἱ ὀργανώσεις ἀπό τόν πρόεδρον κυβερνήσεως: [1154, 23, 1540, 140]
- subheadline: κρυπτόμενος εἰς τό στράτευμα: [1130, 696, 1564, 720]
- subheadline: ΜΕΤΑ ΤΩΝ ΑΠΕΛΑΥΝΟΜΕΝΩΝ: [466, 1493, 721, 1514]
- column-rule: [393, 8, 395, 2316]
- photo-blind-women: [8, 39, 385, 417]
- article-kicker: ΑΙ ΥΠΟΒΛΗΘΕΙΣΑΙ ΠΡΟ ΕΒΔΟΜΑΔΟΣ: [1217, 345, 1477, 361]
- headline-weather: ΒΡΟΧΕΡΟΣ ΚΑΙ ΣΗΜΕΡΟΝ Ο ΚΑΙΡΟΣ: [842, 658, 1072, 674]
- subheadline: Ο Κ. ΙΝΟΝΟΥ ΘΑ ΚΑΛΕΣΗ ΕΙΣ ΑΠΟΛΟΓΙΑΝ ΤΟΝ ΥΠΟΥΡΓΟΝ ΤΩΝ ΕΞΩΤΕΡΙΚΩΝ κ. ΕΡΚΙΝ: [45, 747, 348, 778]
- subheadline: ΚΑΤΕΦΥΓΟΝ ΕΙΣ ΤΗΝ ΕΝ ΤΟΚΙΩ ΠΡΕΣΒΕΙΑΝ. – Η ΑΙΤΗΣΙΣ ΤΩΝ ΕΓΕΝΕΤΟ ΑΠΟΔΕΚΤΗ ΥΠΟ ΤΟΥ ΣΤΑΙΗΤ ΝΤΗΠΑΡΤΜΕΝΤ: [1130, 889, 1561, 919]
